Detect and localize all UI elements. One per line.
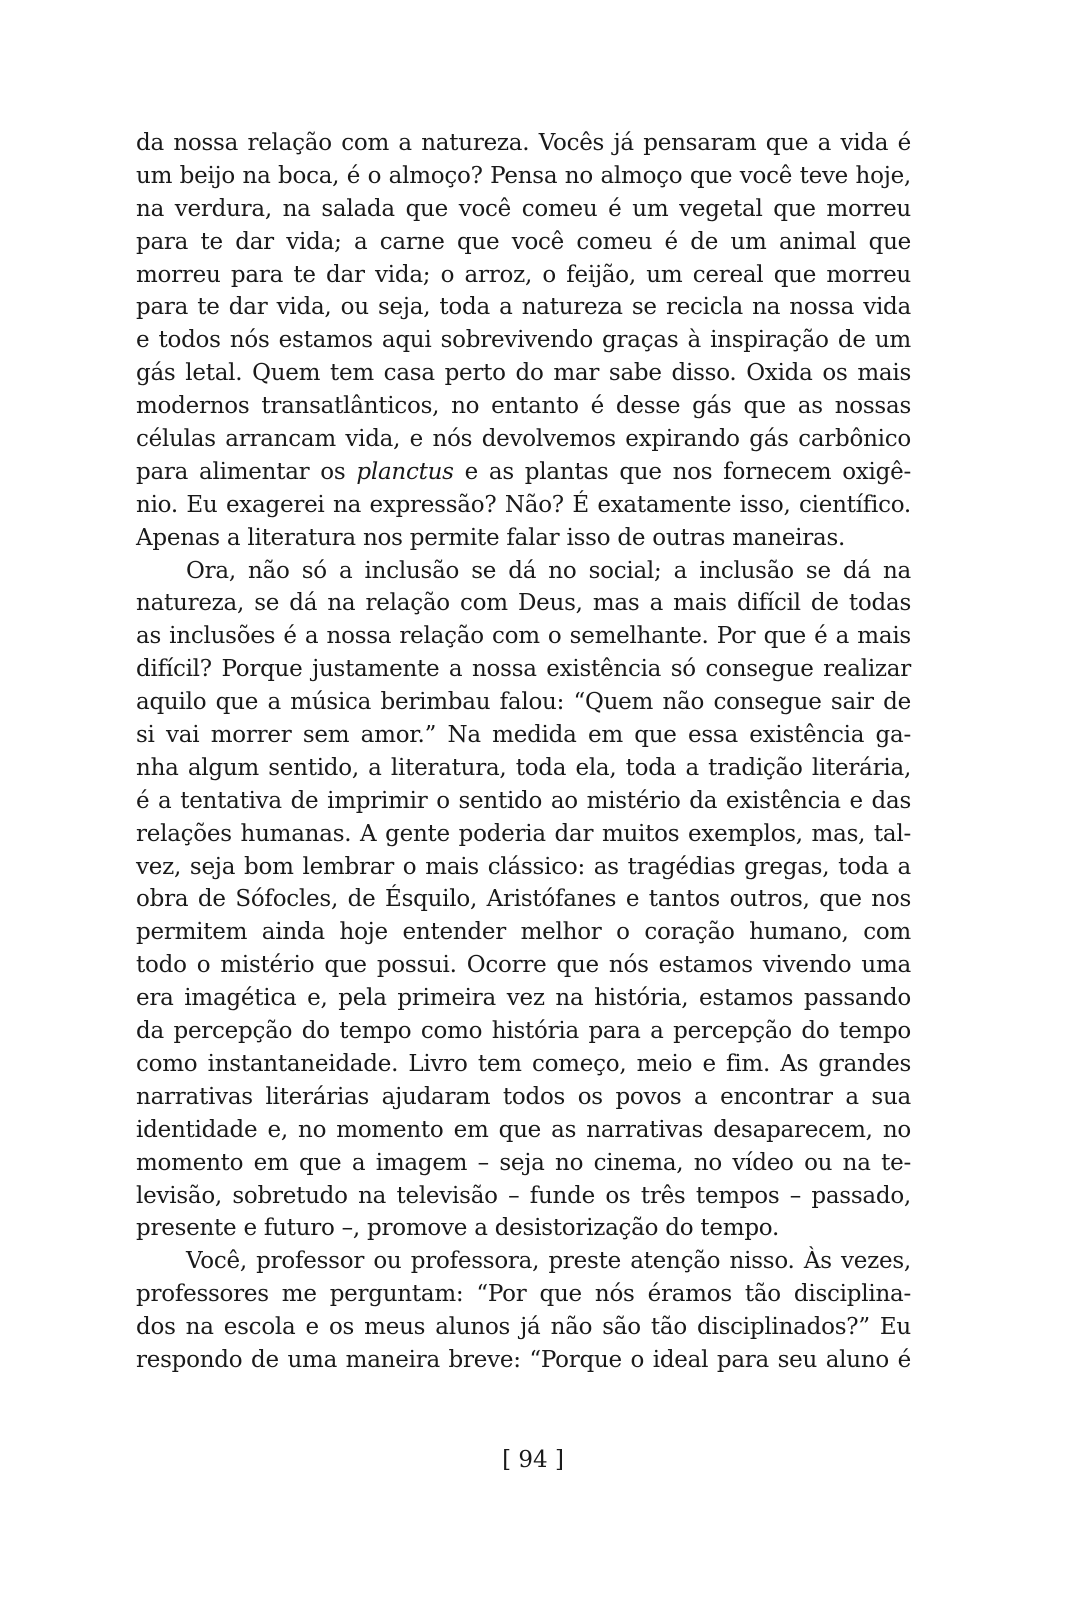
text-line: da nossa relação com a natureza. Vocês já pensaram que a vida é	[136, 130, 911, 156]
text-segment: para alimentar os	[136, 458, 357, 485]
text-line: nio. Eu exagerei na expressão? Não? É exatamente isso, científico.	[136, 491, 911, 518]
text-line: para te dar vida; a carne que você comeu é de um animal que	[136, 228, 911, 255]
text-line: professores me perguntam: “Por que nós éramos tão disciplina-	[136, 1281, 911, 1308]
text-line: si vai morrer sem amor.” Na medida em que essa existência ga-	[136, 722, 911, 749]
text-line: gás letal. Quem tem casa perto do mar sabe disso. Oxida os mais	[136, 360, 911, 387]
text-line: natureza, se dá na relação com Deus, mas a mais difícil de todas	[136, 590, 911, 617]
text-segment: e as plantas que nos fornecem oxigê-	[453, 458, 911, 485]
text-line: narrativas literárias ajudaram todos os povos a encontrar a sua	[136, 1083, 911, 1110]
text-line: da percepção do tempo como história para a percepção do tempo	[136, 1018, 911, 1045]
text-line: vez, seja bom lembrar o mais clássico: as tragédias gregas, toda a	[136, 853, 911, 880]
text-line: aquilo que a música berimbau falou: “Quem não consegue sair de	[136, 689, 911, 716]
text-line: permitem ainda hoje entender melhor o coração humano, com	[136, 919, 911, 946]
text-line: e todos nós estamos aqui sobrevivendo graças à inspiração de um	[136, 327, 911, 354]
text-line: presente e futuro –, promove a desistorização do tempo.	[136, 1215, 780, 1242]
text-line: Você, professor ou professora, preste atenção nisso. Às vezes,	[186, 1248, 911, 1275]
text-line: nha algum sentido, a literatura, toda ela, toda a tradição literária,	[136, 754, 911, 781]
page-number: [ 94 ]	[502, 1447, 564, 1473]
text-line: Ora, não só a inclusão se dá no social; a inclusão se dá na	[186, 557, 911, 584]
italic-term: planctus	[356, 458, 454, 485]
text-line: momento em que a imagem – seja no cinema, no vídeo ou na te-	[136, 1149, 911, 1176]
text-line: era imagética e, pela primeira vez na história, estamos passando	[136, 985, 911, 1012]
text-line: identidade e, no momento em que as narrativas desaparecem, no	[136, 1116, 911, 1143]
text-line: relações humanas. A gente poderia dar muitos exemplos, mas, tal-	[136, 820, 911, 847]
text-line: para te dar vida, ou seja, toda a natureza se recicla na nossa vida	[136, 294, 911, 321]
body-text	[136, 127, 911, 1377]
text-line: modernos transatlânticos, no entanto é desse gás que as nossas	[136, 393, 911, 420]
text-line: dos na escola e os meus alunos já não são tão disciplinados?” Eu	[136, 1314, 911, 1341]
text-line: células arrancam vida, e nós devolvemos expirando gás carbônico	[136, 426, 911, 453]
text-line: difícil? Porque justamente a nossa existência só consegue realizar	[136, 656, 911, 683]
text-line: morreu para te dar vida; o arroz, o feijão, um cereal que morreu	[136, 261, 911, 288]
text-line: é a tentativa de imprimir o sentido ao mistério da existência e das	[136, 787, 911, 814]
text-line: como instantaneidade. Livro tem começo, meio e fim. As grandes	[136, 1050, 911, 1077]
text-line: obra de Sófocles, de Ésquilo, Aristófanes e tantos outros, que nos	[136, 886, 911, 913]
text-line: todo o mistério que possui. Ocorre que nós estamos vivendo uma	[136, 952, 911, 979]
text-line: na verdura, na salada que você comeu é um vegetal que morreu	[136, 195, 911, 222]
text-line: respondo de uma maneira breve: “Porque o ideal para seu aluno é	[136, 1346, 911, 1373]
text-line: Apenas a literatura nos permite falar isso de outras maneiras.	[136, 524, 846, 551]
text-line: levisão, sobretudo na televisão – funde os três tempos – passado,	[136, 1182, 911, 1209]
text-line: as inclusões é a nossa relação com o semelhante. Por que é a mais	[136, 623, 911, 650]
text-line: um beijo na boca, é o almoço? Pensa no almoço que você teve hoje,	[136, 162, 911, 189]
text-line	[136, 456, 911, 489]
